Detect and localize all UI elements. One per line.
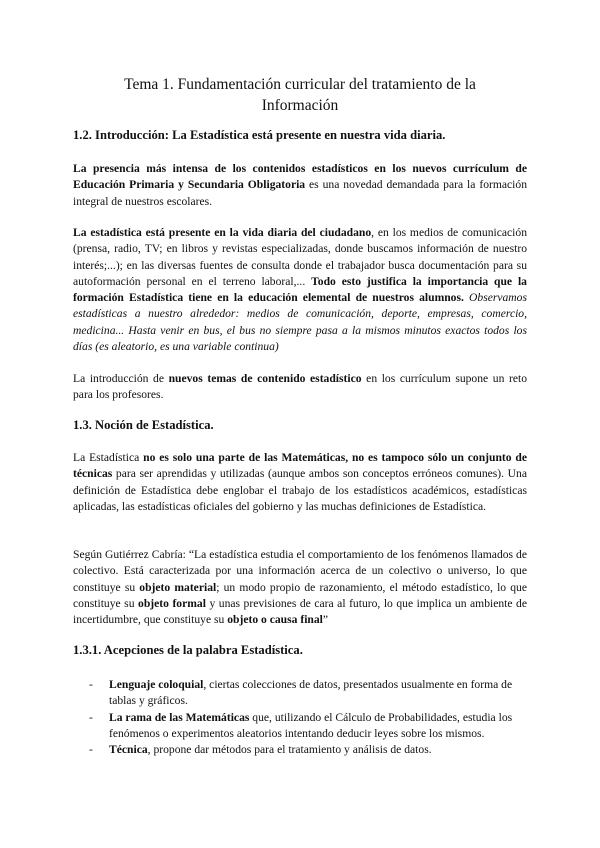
paragraph-estadistica-definicion: [73, 450, 527, 515]
quote-text-1: Según Gutiérrez Cabría: “La estadística estudia el comportamiento de los fenómenos llamados de colectivo. Está caracterizada por una información acerca de un colectivo o universo, lo que constituye su: [73, 548, 527, 594]
list-dash: -: [89, 710, 93, 724]
paragraph-vida-diaria-bold-2: Todo esto justifica la importancia que la formación Estadística tiene en la educación elemental de nuestros alumnos.: [73, 274, 527, 305]
list-dash: -: [89, 743, 93, 757]
paragraph-vida-diaria-italic: Observamos estadísticas a nuestro alrededor: medios de comunicación, deporte, empresas, comercio, medicina... Hasta venir en bus, el bus no siempre pasa a la mismos minutos exactos todos los días (es aleatorio, es una variable continua): [73, 291, 527, 354]
paragraph-presencia: [73, 161, 527, 210]
title-line-1: Tema 1. Fundamentación curricular del tratamiento de la: [124, 76, 476, 93]
paragraph-presencia-bold: La presencia más intensa de los contenidos estadísticos en los nuevos currículum de Educación Primaria y Secundaria Obligatoria: [73, 162, 527, 192]
paragraph-introduccion-bold: nuevos temas de contenido estadístico: [168, 372, 362, 385]
list-item-bold: Lenguaje coloquial: [109, 678, 204, 691]
list-item: [73, 710, 527, 743]
quote-bold-objeto-formal: objeto formal: [138, 596, 206, 610]
paragraph-definicion-text-1: La Estadística: [73, 451, 144, 464]
list-item: [73, 677, 527, 710]
paragraph-presencia-text: es una novedad demandada para la formación integral de nuestros escolares.: [73, 178, 527, 208]
section-heading-acepciones: 1.3.1. Acepciones de la palabra Estadística.: [73, 643, 303, 657]
quote-text-2: ; un modo propio de razonamiento, el método estadístico, lo que constituye su: [73, 580, 527, 610]
paragraph-vida-diaria-bold-1: La estadística está presente en la vida diaria del ciudadano: [73, 226, 372, 239]
list-item-bold: Técnica: [109, 743, 148, 757]
list-item-bold: La rama de las Matemáticas: [109, 710, 250, 724]
paragraph-introduccion-text-1: La introducción de: [73, 372, 169, 385]
list-item-text: , ciertas colecciones de datos, presentados usualmente en forma de tablas y gráficos.: [109, 678, 513, 708]
list-dash: -: [89, 678, 93, 691]
title-line-2: Información: [261, 97, 339, 114]
list-item-text: , propone dar métodos para el tratamiento y análisis de datos.: [147, 743, 432, 757]
quote-text-3: y unas previsiones de cara al futuro, lo que implica un ambiente de incertidumbre, que constituye su: [73, 596, 527, 627]
list-item-text: que, utilizando el Cálculo de Probabilidades, estudia los fenómenos o experimentos aleatorios intentando deducir leyes sobre los mismos.: [109, 710, 513, 740]
paragraph-introduccion-text-2: en los currículum supone un reto para los profesores.: [73, 372, 527, 402]
acepciones-list: [73, 677, 527, 758]
quote-bold-objeto-causa-final: objeto o causa final: [227, 613, 323, 627]
paragraph-introduccion-temas: [73, 371, 527, 404]
paragraph-vida-diaria: [73, 225, 527, 355]
section-heading-introduccion: 1.2. Introducción: La Estadística está presente en nuestra vida diaria.: [73, 128, 446, 142]
list-item: [73, 742, 527, 758]
paragraph-vida-diaria-text: , en los medios de comunicación (prensa, radio, TV; en libros y revistas especializadas, donde buscamos información de nuestro interés;...); en las diversas fuentes de consulta donde el trabajador busca documentación para su autoformación personal en el terreno laboral,...: [73, 226, 528, 288]
paragraph-definicion-text-2: para ser aprendidas y utilizadas (aunque ambos son conceptos erróneos comunes). Una definición de Estadística debe englobar el trabajo de los estadísticos académicos, estadísticas aplicadas, las estadísticas oficiales del gobierno y las muchas definiciones de Estadística.: [73, 467, 527, 513]
quote-text-4: ”: [322, 613, 329, 627]
paragraph-gutierrez-cabria: [73, 547, 527, 628]
paragraph-definicion-bold: no es solo una parte de las Matemáticas, no es tampoco sólo un conjunto de técnicas: [73, 451, 528, 481]
section-heading-nocion: 1.3. Noción de Estadística.: [73, 418, 214, 432]
quote-bold-objeto-material: objeto material: [139, 580, 217, 594]
document-title: [73, 74, 527, 116]
